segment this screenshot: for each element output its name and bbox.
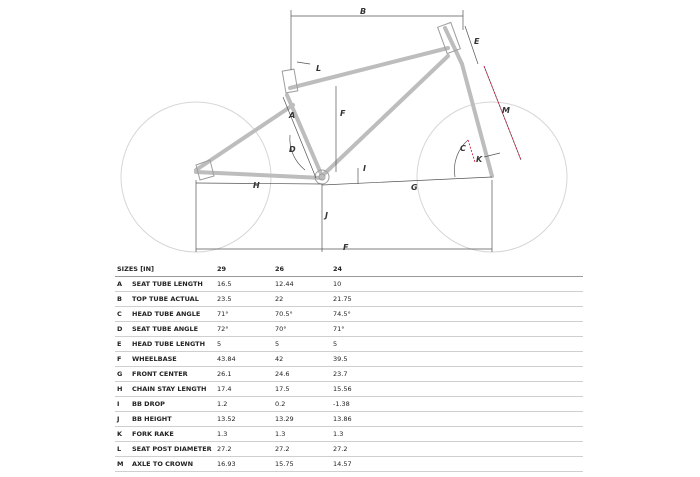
- row-name: FRONT CENTER: [132, 367, 217, 382]
- row-value-24: 14.57: [333, 457, 583, 472]
- header-sizes: SIZES [IN]: [115, 262, 217, 277]
- row-letter: E: [115, 337, 132, 352]
- table-row: [115, 337, 583, 352]
- row-value-24: 5: [333, 337, 583, 352]
- table-row: [115, 292, 583, 307]
- header-size-26: 26: [275, 262, 333, 277]
- row-value-26: 0.2: [275, 397, 333, 412]
- row-name: AXLE TO CROWN: [132, 457, 217, 472]
- table-row: [115, 352, 583, 367]
- row-value-24: 21.75: [333, 292, 583, 307]
- row-value-24: 13.86: [333, 412, 583, 427]
- header-size-29: 29: [217, 262, 275, 277]
- label-b: B: [360, 7, 367, 16]
- label-c: C: [460, 144, 466, 153]
- label-l: L: [316, 64, 322, 73]
- row-letter: M: [115, 457, 132, 472]
- dimension-lines: [196, 10, 521, 252]
- row-value-29: 1.3: [217, 427, 275, 442]
- label-i: I: [363, 164, 366, 173]
- row-letter: F: [115, 352, 132, 367]
- geometry-table: [115, 262, 583, 472]
- row-letter: A: [115, 277, 132, 292]
- table-row: [115, 367, 583, 382]
- row-value-26: 70.5°: [275, 307, 333, 322]
- frame-details: [196, 22, 460, 184]
- row-value-26: 42: [275, 352, 333, 367]
- row-name: SEAT TUBE LENGTH: [132, 277, 217, 292]
- row-value-24: 39.5: [333, 352, 583, 367]
- row-letter: C: [115, 307, 132, 322]
- row-value-24: 23.7: [333, 367, 583, 382]
- row-value-24: 10: [333, 277, 583, 292]
- row-value-26: 24.6: [275, 367, 333, 382]
- row-letter: I: [115, 397, 132, 412]
- row-value-24: -1.38: [333, 397, 583, 412]
- row-value-29: 71°: [217, 307, 275, 322]
- table-row: [115, 442, 583, 457]
- row-value-29: 26.1: [217, 367, 275, 382]
- table-row: [115, 427, 583, 442]
- label-m: M: [502, 106, 510, 115]
- row-name: HEAD TUBE LENGTH: [132, 337, 217, 352]
- row-value-29: 72°: [217, 322, 275, 337]
- row-name: CHAIN STAY LENGTH: [132, 382, 217, 397]
- row-value-24: 15.56: [333, 382, 583, 397]
- bike-frame: [196, 28, 492, 178]
- row-value-29: 17.4: [217, 382, 275, 397]
- row-name: TOP TUBE ACTUAL: [132, 292, 217, 307]
- row-value-29: 5: [217, 337, 275, 352]
- label-g: G: [411, 183, 418, 192]
- label-k: K: [476, 155, 483, 164]
- table-row: [115, 322, 583, 337]
- row-value-24: 74.5°: [333, 307, 583, 322]
- row-letter: B: [115, 292, 132, 307]
- label-e: E: [474, 37, 480, 46]
- row-letter: J: [115, 412, 132, 427]
- row-value-26: 15.75: [275, 457, 333, 472]
- row-value-26: 27.2: [275, 442, 333, 457]
- row-name: SEAT TUBE ANGLE: [132, 322, 217, 337]
- row-name: BB DROP: [132, 397, 217, 412]
- table-row: [115, 397, 583, 412]
- row-value-26: 1.3: [275, 427, 333, 442]
- row-value-29: 1.2: [217, 397, 275, 412]
- row-name: HEAD TUBE ANGLE: [132, 307, 217, 322]
- row-value-29: 16.5: [217, 277, 275, 292]
- row-value-24: 1.3: [333, 427, 583, 442]
- table-row: [115, 412, 583, 427]
- label-d: D: [289, 145, 296, 154]
- row-value-24: 71°: [333, 322, 583, 337]
- label-a: A: [289, 111, 296, 120]
- label-f-wheelbase: F: [343, 243, 349, 252]
- row-value-29: 16.93: [217, 457, 275, 472]
- row-value-29: 13.52: [217, 412, 275, 427]
- row-letter: G: [115, 367, 132, 382]
- table-body: [115, 277, 583, 472]
- table-row: [115, 382, 583, 397]
- label-f-seat: F: [340, 109, 346, 118]
- row-value-26: 22: [275, 292, 333, 307]
- table-row: [115, 277, 583, 292]
- row-value-29: 43.84: [217, 352, 275, 367]
- row-name: BB HEIGHT: [132, 412, 217, 427]
- label-h: H: [253, 181, 260, 190]
- row-name: WHEELBASE: [132, 352, 217, 367]
- row-name: FORK RAKE: [132, 427, 217, 442]
- table-row: [115, 307, 583, 322]
- row-value-26: 17.5: [275, 382, 333, 397]
- label-j: J: [325, 211, 328, 220]
- row-value-26: 12.44: [275, 277, 333, 292]
- row-value-26: 70°: [275, 322, 333, 337]
- row-value-24: 27.2: [333, 442, 583, 457]
- row-value-26: 13.29: [275, 412, 333, 427]
- row-letter: H: [115, 382, 132, 397]
- row-value-29: 23.5: [217, 292, 275, 307]
- table-row: [115, 457, 583, 472]
- header-size-24: 24: [333, 262, 583, 277]
- row-name: SEAT POST DIAMETER: [132, 442, 217, 457]
- row-letter: L: [115, 442, 132, 457]
- row-letter: K: [115, 427, 132, 442]
- row-value-29: 27.2: [217, 442, 275, 457]
- row-letter: D: [115, 322, 132, 337]
- table-header-row: [115, 262, 583, 277]
- row-value-26: 5: [275, 337, 333, 352]
